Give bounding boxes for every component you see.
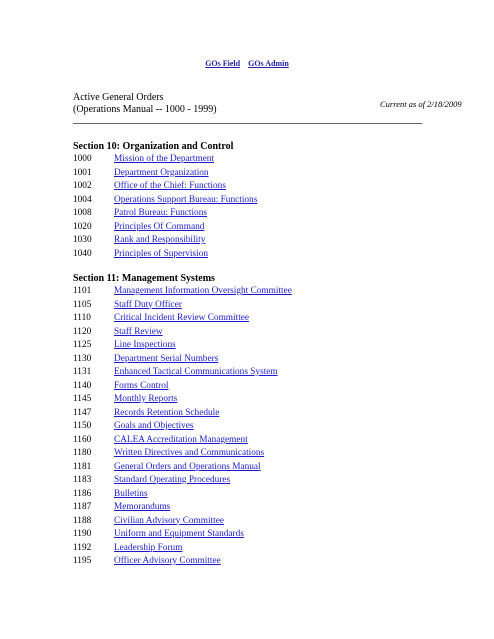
current-as-of: Current as of 2/18/2009 [380, 99, 462, 109]
list-item [73, 299, 473, 313]
order-number: 1188 [73, 515, 92, 526]
order-link[interactable]: CALEA Accreditation Management [114, 434, 248, 445]
order-link[interactable]: Staff Duty Officer [114, 299, 182, 310]
order-number: 1186 [73, 488, 92, 499]
order-number: 1110 [73, 313, 91, 323]
list-item [73, 515, 473, 529]
order-number: 1180 [73, 448, 92, 458]
top-nav [0, 59, 494, 68]
order-link[interactable]: Department Serial Numbers [114, 353, 219, 364]
order-number: 1004 [73, 194, 92, 205]
order-link[interactable]: Records Retention Schedule [114, 407, 220, 418]
order-number: 1040 [73, 248, 92, 259]
order-number: 1020 [73, 221, 92, 232]
order-number: 1131 [73, 367, 92, 377]
order-number: 1008 [73, 208, 92, 218]
list-item [73, 207, 473, 221]
list-item [73, 326, 473, 340]
order-link[interactable]: Goals and Objectives [114, 421, 194, 431]
order-link[interactable]: Mission of the Department [114, 154, 214, 164]
order-number: 1105 [73, 299, 92, 310]
order-link[interactable]: Civilian Advisory Committee [114, 515, 225, 526]
order-link[interactable]: Line Inspections [114, 340, 176, 350]
list-item [73, 447, 473, 461]
list-item [73, 285, 473, 299]
order-number: 1195 [73, 556, 92, 566]
list-item [73, 542, 473, 556]
header-divider [73, 123, 422, 124]
list-item [73, 528, 473, 542]
section-title: Section 11: Management Systems [73, 273, 215, 284]
list-item [73, 153, 473, 167]
order-link[interactable]: Department Organization [114, 167, 209, 178]
order-number: 1190 [73, 529, 92, 539]
page-header [73, 92, 217, 116]
order-link[interactable]: General Orders and Operations Manual [114, 461, 261, 472]
order-number: 1145 [73, 394, 92, 404]
list-item [73, 353, 473, 367]
page-title: Active General Orders [73, 92, 164, 103]
order-number: 1002 [73, 181, 92, 191]
section-organization-control [73, 140, 473, 261]
order-link[interactable]: Bulletins [114, 488, 148, 499]
list-item [73, 434, 473, 448]
order-link[interactable]: Monthly Reports [114, 394, 178, 404]
order-number: 1120 [73, 326, 92, 337]
page-subtitle: (Operations Manual -- 1000 - 1999) [73, 104, 217, 115]
order-number: 1187 [73, 502, 92, 512]
order-number: 1140 [73, 380, 92, 391]
order-link[interactable]: Principles of Supervision [114, 248, 208, 259]
list-item [73, 420, 473, 434]
order-link[interactable]: Patrol Bureau: Functions [114, 208, 207, 218]
list-item [73, 167, 473, 181]
order-number: 1150 [73, 421, 92, 431]
list-item [73, 380, 473, 394]
order-number: 1030 [73, 235, 92, 245]
list-item [73, 461, 473, 475]
order-number: 1101 [73, 286, 92, 296]
order-link[interactable]: Critical Incident Review Committee [114, 313, 250, 323]
order-number: 1183 [73, 475, 92, 485]
order-link[interactable]: Standard Operating Procedures [114, 475, 231, 485]
order-number: 1125 [73, 340, 92, 350]
list-item [73, 312, 473, 326]
order-number: 1192 [73, 542, 92, 553]
order-number: 1001 [73, 167, 92, 178]
order-link[interactable]: Operations Support Bureau: Functions [114, 194, 258, 205]
order-link[interactable]: Uniform and Equipment Standards [114, 529, 244, 539]
section-management-systems [73, 272, 473, 569]
section-title: Section 10: Organization and Control [73, 141, 234, 152]
order-link[interactable]: Leadership Forum [114, 542, 183, 553]
list-item [73, 501, 473, 515]
list-item [73, 221, 473, 235]
list-item [73, 555, 473, 569]
order-link[interactable]: Forms Control [114, 380, 169, 391]
list-item [73, 407, 473, 421]
gos-field-link[interactable]: GOs Field [205, 59, 241, 68]
gos-admin-link[interactable]: GOs Admin [248, 59, 289, 68]
section-list [73, 153, 473, 261]
order-link[interactable]: Memorandums [114, 502, 171, 512]
order-number: 1160 [73, 434, 92, 445]
order-link[interactable]: Enhanced Tactical Communications System [114, 367, 278, 377]
list-item [73, 194, 473, 208]
order-number: 1181 [73, 461, 92, 472]
order-link[interactable]: Rank and Responsibility [114, 235, 206, 245]
list-item [73, 474, 473, 488]
order-link[interactable]: Office of the Chief: Functions [114, 181, 226, 191]
list-item [73, 180, 473, 194]
list-item [73, 366, 473, 380]
list-item [73, 339, 473, 353]
list-item [73, 234, 473, 248]
order-link[interactable]: Staff Review [114, 326, 163, 337]
order-link[interactable]: Written Directives and Communications [114, 448, 265, 458]
order-number: 1147 [73, 407, 92, 418]
list-item [73, 248, 473, 262]
order-number: 1000 [73, 154, 92, 164]
order-link[interactable]: Principles Of Command [114, 221, 205, 232]
list-item [73, 488, 473, 502]
section-list [73, 285, 473, 569]
order-link[interactable]: Officer Advisory Committee [114, 556, 221, 566]
list-item [73, 393, 473, 407]
order-link[interactable]: Management Information Oversight Committee [114, 286, 292, 296]
order-number: 1130 [73, 353, 92, 364]
